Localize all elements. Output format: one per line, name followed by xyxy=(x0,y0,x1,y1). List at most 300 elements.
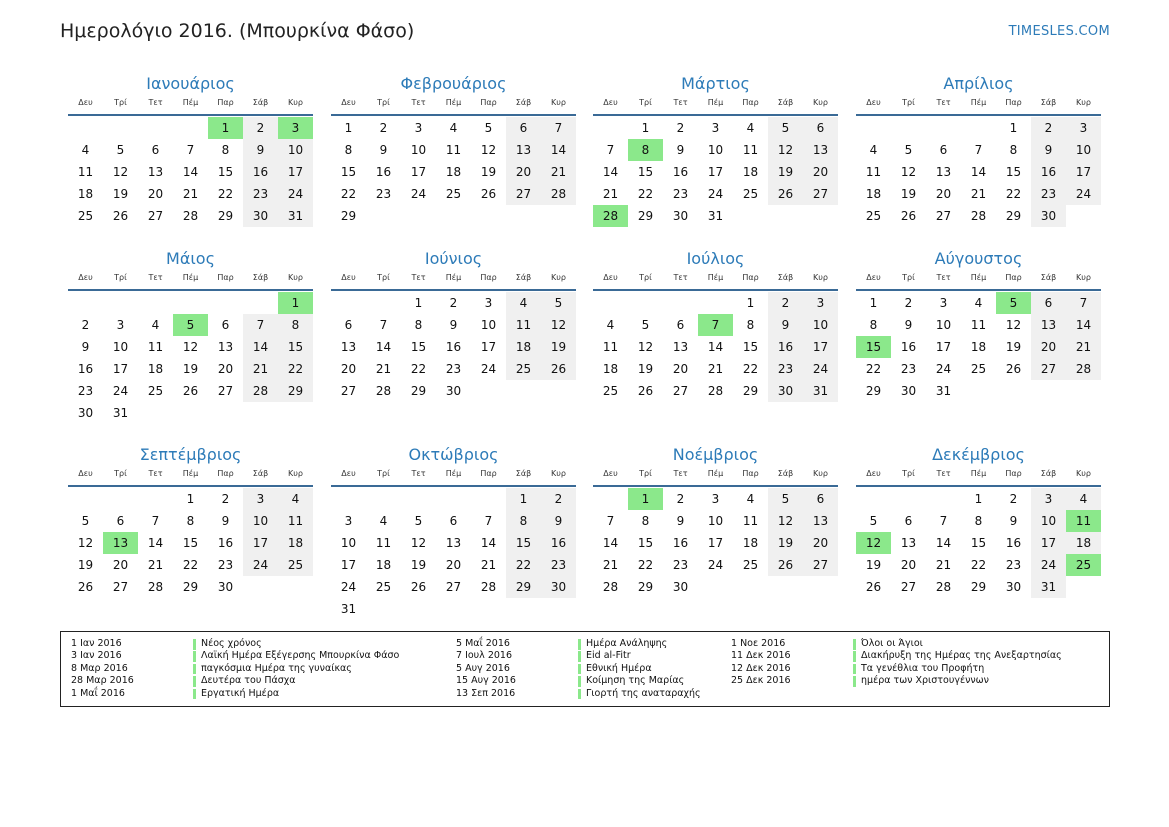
day-cell: 26 xyxy=(637,384,654,398)
empty-day-cell xyxy=(926,488,961,510)
day-cell: 3 xyxy=(1031,488,1066,510)
day-cell: 2 xyxy=(1031,117,1066,139)
day-cell: 20 xyxy=(506,161,541,183)
empty-day-cell xyxy=(471,598,506,620)
day-cell: 6 xyxy=(939,143,948,157)
day-cell: 22 xyxy=(865,362,882,376)
day-cell: 18 xyxy=(147,362,164,376)
empty-day-cell xyxy=(1066,380,1101,402)
empty-day-cell xyxy=(1066,576,1101,598)
week-row xyxy=(68,117,313,139)
weekday-label: Κυρ xyxy=(288,98,303,107)
week-row xyxy=(856,488,1101,510)
day-cell: 14 xyxy=(480,536,497,550)
day-cell: 6 xyxy=(116,514,125,528)
day-cell: 11 xyxy=(865,165,882,179)
week-row xyxy=(856,532,1101,554)
month-title: Φεβρουάριος xyxy=(400,74,507,93)
day-cell: 18 xyxy=(865,187,882,201)
empty-day-cell xyxy=(208,402,243,424)
day-cell: 30 xyxy=(900,384,917,398)
day-cell: 17 xyxy=(112,362,129,376)
day-cell: 5 xyxy=(484,121,493,135)
day-cell: 24 xyxy=(1031,554,1066,576)
empty-day-cell xyxy=(471,380,506,402)
day-cell: 14 xyxy=(602,165,619,179)
weekday-header xyxy=(68,271,313,285)
weekday-label: Κυρ xyxy=(1076,469,1091,478)
day-cell: 28 xyxy=(243,380,278,402)
day-cell: 18 xyxy=(375,558,392,572)
month-title: Απρίλιος xyxy=(943,74,1014,93)
legend-holiday-name: Δευτέρα του Πάσχα xyxy=(201,675,296,687)
week-row xyxy=(856,576,1101,598)
month-divider xyxy=(856,289,1101,291)
day-cell: 19 xyxy=(768,532,803,554)
holiday-color-marker xyxy=(193,651,196,662)
week-row xyxy=(593,205,838,227)
month-title: Δεκέμβριος xyxy=(932,445,1025,464)
day-cell: 18 xyxy=(1066,532,1101,554)
week-row xyxy=(68,161,313,183)
month-divider xyxy=(331,289,576,291)
day-cell: 11 xyxy=(77,165,94,179)
weekday-label: Δευ xyxy=(78,98,93,107)
day-cell: 6 xyxy=(676,318,685,332)
week-row xyxy=(68,314,313,336)
day-cell: 13 xyxy=(217,340,234,354)
day-cell: 14 xyxy=(970,165,987,179)
week-row xyxy=(856,510,1101,532)
day-cell: 16 xyxy=(375,165,392,179)
day-cell: 25 xyxy=(742,558,759,572)
empty-day-cell xyxy=(698,292,733,314)
month-title: Οκτώβριος xyxy=(408,445,499,464)
weekday-label: Τετ xyxy=(936,98,951,107)
day-cell: 20 xyxy=(340,362,357,376)
week-row xyxy=(856,292,1101,314)
day-cell: 17 xyxy=(707,165,724,179)
holiday-day-cell: 5 xyxy=(173,314,208,336)
weekday-label: Τρί xyxy=(902,469,915,478)
weekday-label: Πέμ xyxy=(707,98,724,107)
legend-date: 13 Σεπ 2016 xyxy=(456,687,516,699)
day-cell: 7 xyxy=(974,143,983,157)
day-cell: 20 xyxy=(445,558,462,572)
day-cell: 14 xyxy=(707,340,724,354)
empty-day-cell xyxy=(366,292,401,314)
empty-day-cell xyxy=(173,292,208,314)
month-block xyxy=(68,72,313,227)
empty-day-cell xyxy=(1066,205,1101,227)
day-cell: 29 xyxy=(506,576,541,598)
empty-day-cell xyxy=(803,576,838,598)
day-cell: 9 xyxy=(676,143,685,157)
day-cell: 18 xyxy=(742,536,759,550)
day-cell: 4 xyxy=(81,143,90,157)
weekday-label: Δευ xyxy=(603,469,618,478)
day-cell: 3 xyxy=(116,318,125,332)
week-row xyxy=(331,576,576,598)
day-cell: 13 xyxy=(1031,314,1066,336)
month-title: Νοέμβριος xyxy=(672,445,759,464)
day-cell: 10 xyxy=(803,314,838,336)
day-cell: 16 xyxy=(217,536,234,550)
day-cell: 25 xyxy=(278,554,313,576)
month-block xyxy=(68,247,313,424)
week-row xyxy=(331,488,576,510)
day-cell: 23 xyxy=(217,558,234,572)
day-cell: 2 xyxy=(768,292,803,314)
month-block xyxy=(593,247,838,402)
weekday-label: Τετ xyxy=(673,469,688,478)
weekday-label: Τρί xyxy=(639,273,652,282)
day-cell: 27 xyxy=(445,580,462,594)
day-cell: 2 xyxy=(904,296,913,310)
day-cell: 3 xyxy=(344,514,353,528)
empty-day-cell xyxy=(541,205,576,227)
day-cell: 13 xyxy=(803,139,838,161)
legend-date: 25 Δεκ 2016 xyxy=(731,675,791,687)
day-cell: 21 xyxy=(147,558,164,572)
day-cell: 21 xyxy=(182,187,199,201)
day-cell: 9 xyxy=(221,514,230,528)
month-block xyxy=(331,247,576,402)
weekday-label: Κυρ xyxy=(1076,98,1091,107)
day-cell: 24 xyxy=(112,384,129,398)
weekday-label: Κυρ xyxy=(551,273,566,282)
day-cell: 26 xyxy=(900,209,917,223)
day-cell: 31 xyxy=(707,209,724,223)
day-cell: 22 xyxy=(637,187,654,201)
month-divider xyxy=(593,289,838,291)
day-cell: 6 xyxy=(803,117,838,139)
holiday-color-marker xyxy=(193,676,196,687)
day-cell: 19 xyxy=(768,161,803,183)
weekday-label: Κυρ xyxy=(1076,273,1091,282)
empty-day-cell xyxy=(733,205,768,227)
empty-day-cell xyxy=(243,576,278,598)
empty-day-cell xyxy=(401,488,436,510)
day-cell: 13 xyxy=(803,510,838,532)
day-cell: 7 xyxy=(243,314,278,336)
day-cell: 6 xyxy=(904,514,913,528)
legend-date: 1 Μαΐ 2016 xyxy=(71,687,125,699)
day-cell: 18 xyxy=(278,532,313,554)
legend-holiday-name: Νέος χρόνος xyxy=(201,638,262,649)
day-cell: 18 xyxy=(506,336,541,358)
day-cell: 10 xyxy=(707,143,724,157)
day-cell: 30 xyxy=(672,209,689,223)
week-row xyxy=(68,532,313,554)
day-cell: 9 xyxy=(676,514,685,528)
week-row xyxy=(68,380,313,402)
day-cell: 16 xyxy=(672,536,689,550)
day-cell: 4 xyxy=(869,143,878,157)
weekday-label: Τρί xyxy=(639,98,652,107)
day-cell: 5 xyxy=(414,514,423,528)
day-cell: 4 xyxy=(606,318,615,332)
empty-day-cell xyxy=(436,488,471,510)
weekday-label: Παρ xyxy=(742,469,759,478)
day-cell: 20 xyxy=(1031,336,1066,358)
day-cell: 8 xyxy=(278,314,313,336)
day-cell: 22 xyxy=(970,558,987,572)
weekday-label: Παρ xyxy=(217,98,234,107)
weekday-label: Παρ xyxy=(742,98,759,107)
holiday-day-cell: 5 xyxy=(996,292,1031,314)
empty-day-cell xyxy=(506,205,541,227)
day-cell: 11 xyxy=(742,514,759,528)
week-row xyxy=(856,183,1101,205)
day-cell: 2 xyxy=(449,296,458,310)
week-row xyxy=(68,205,313,227)
month-block xyxy=(68,443,313,598)
day-cell: 4 xyxy=(746,492,755,506)
day-cell: 21 xyxy=(970,187,987,201)
weekday-label: Σάβ xyxy=(777,98,794,107)
empty-day-cell xyxy=(768,576,803,598)
day-cell: 29 xyxy=(865,384,882,398)
day-cell: 10 xyxy=(410,143,427,157)
empty-day-cell xyxy=(856,117,891,139)
day-cell: 25 xyxy=(445,187,462,201)
weekday-label: Σάβ xyxy=(777,469,794,478)
day-cell: 28 xyxy=(970,209,987,223)
weekday-header xyxy=(331,467,576,481)
weekday-label: Πέμ xyxy=(182,98,199,107)
day-cell: 20 xyxy=(147,187,164,201)
day-cell: 3 xyxy=(243,488,278,510)
day-cell: 24 xyxy=(803,358,838,380)
holiday-color-marker xyxy=(193,664,196,675)
day-cell: 6 xyxy=(449,514,458,528)
day-cell: 30 xyxy=(541,576,576,598)
day-cell: 14 xyxy=(935,536,952,550)
day-cell: 14 xyxy=(243,336,278,358)
month-divider xyxy=(331,114,576,116)
month-divider xyxy=(68,114,313,116)
day-cell: 27 xyxy=(935,209,952,223)
day-cell: 14 xyxy=(541,139,576,161)
week-row xyxy=(856,139,1101,161)
day-cell: 8 xyxy=(869,318,878,332)
empty-day-cell xyxy=(103,292,138,314)
legend-date: 12 Δεκ 2016 xyxy=(731,662,791,674)
legend-holiday-name: Εθνική Ημέρα xyxy=(586,662,652,674)
day-cell: 25 xyxy=(506,358,541,380)
empty-day-cell xyxy=(593,488,628,510)
day-cell: 4 xyxy=(974,296,983,310)
day-cell: 9 xyxy=(904,318,913,332)
day-cell: 14 xyxy=(1066,314,1101,336)
day-cell: 24 xyxy=(707,187,724,201)
weekday-header xyxy=(856,96,1101,110)
day-cell: 22 xyxy=(506,554,541,576)
day-cell: 15 xyxy=(637,536,654,550)
weekday-label: Τετ xyxy=(148,469,163,478)
weekday-label: Τρί xyxy=(639,469,652,478)
week-row xyxy=(856,336,1101,358)
weekday-label: Κυρ xyxy=(813,469,828,478)
day-cell: 22 xyxy=(340,187,357,201)
day-cell: 29 xyxy=(278,380,313,402)
day-cell: 2 xyxy=(1009,492,1018,506)
legend-date: 11 Δεκ 2016 xyxy=(731,650,791,662)
weekday-label: Σάβ xyxy=(515,98,532,107)
weekday-label: Πέμ xyxy=(970,98,987,107)
empty-day-cell xyxy=(506,380,541,402)
empty-day-cell xyxy=(541,380,576,402)
day-cell: 10 xyxy=(480,318,497,332)
day-cell: 2 xyxy=(221,492,230,506)
day-cell: 29 xyxy=(742,384,759,398)
weekday-label: Σάβ xyxy=(1040,98,1057,107)
day-cell: 12 xyxy=(541,314,576,336)
day-cell: 10 xyxy=(707,514,724,528)
week-row xyxy=(331,554,576,576)
day-cell: 5 xyxy=(869,514,878,528)
weekday-label: Παρ xyxy=(480,469,497,478)
holiday-day-cell: 1 xyxy=(628,488,663,510)
weekday-label: Τρί xyxy=(114,273,127,282)
day-cell: 11 xyxy=(445,143,462,157)
weekday-label: Τετ xyxy=(673,273,688,282)
day-cell: 15 xyxy=(340,165,357,179)
day-cell: 21 xyxy=(935,558,952,572)
legend-date: 1 Ιαν 2016 xyxy=(71,638,122,649)
weekday-label: Κυρ xyxy=(551,469,566,478)
weekday-label: Παρ xyxy=(1005,273,1022,282)
legend-holiday-name: ημέρα των Χριστουγέννων xyxy=(861,675,989,687)
week-row xyxy=(856,554,1101,576)
day-cell: 26 xyxy=(865,580,882,594)
brand-link[interactable]: TIMESLES.COM xyxy=(1008,24,1110,39)
day-cell: 3 xyxy=(711,121,720,135)
day-cell: 13 xyxy=(900,536,917,550)
holiday-color-marker xyxy=(578,689,581,700)
day-cell: 16 xyxy=(445,340,462,354)
weekday-label: Κυρ xyxy=(813,98,828,107)
week-row xyxy=(68,510,313,532)
day-cell: 2 xyxy=(243,117,278,139)
weekday-header xyxy=(68,467,313,481)
day-cell: 19 xyxy=(182,362,199,376)
day-cell: 28 xyxy=(602,580,619,594)
day-cell: 23 xyxy=(77,384,94,398)
day-cell: 28 xyxy=(935,580,952,594)
weekday-label: Τρί xyxy=(902,273,915,282)
weekday-label: Σάβ xyxy=(252,469,269,478)
day-cell: 2 xyxy=(81,318,90,332)
day-cell: 30 xyxy=(217,580,234,594)
day-cell: 23 xyxy=(672,187,689,201)
day-cell: 17 xyxy=(340,558,357,572)
day-cell: 11 xyxy=(375,536,392,550)
weekday-label: Σάβ xyxy=(515,469,532,478)
empty-day-cell xyxy=(366,488,401,510)
weekday-label: Πέμ xyxy=(445,273,462,282)
month-title: Σεπτέμβριος xyxy=(139,445,242,464)
day-cell: 27 xyxy=(506,183,541,205)
day-cell: 5 xyxy=(768,488,803,510)
legend-date: 1 Νοε 2016 xyxy=(731,638,786,649)
day-cell: 21 xyxy=(243,358,278,380)
day-cell: 20 xyxy=(900,558,917,572)
day-cell: 6 xyxy=(344,318,353,332)
week-row xyxy=(68,183,313,205)
weekday-label: Κυρ xyxy=(551,98,566,107)
day-cell: 7 xyxy=(379,318,388,332)
weekday-label: Τρί xyxy=(377,273,390,282)
day-cell: 8 xyxy=(221,143,230,157)
legend-holiday-name: Eid al-Fitr xyxy=(586,650,631,662)
day-cell: 4 xyxy=(151,318,160,332)
legend-holiday-name: παγκόσμια Ημέρα της γυναίκας xyxy=(201,662,352,674)
week-row xyxy=(331,161,576,183)
legend-holiday-name: Τα γενέθλια του Προφήτη xyxy=(861,662,985,674)
day-cell: 2 xyxy=(676,492,685,506)
day-cell: 2 xyxy=(541,488,576,510)
empty-day-cell xyxy=(278,576,313,598)
empty-day-cell xyxy=(103,117,138,139)
day-cell: 24 xyxy=(410,187,427,201)
day-cell: 8 xyxy=(506,510,541,532)
day-cell: 7 xyxy=(939,514,948,528)
day-cell: 28 xyxy=(707,384,724,398)
day-cell: 22 xyxy=(1005,187,1022,201)
day-cell: 30 xyxy=(243,205,278,227)
week-row xyxy=(68,554,313,576)
week-row xyxy=(856,161,1101,183)
holiday-color-marker xyxy=(578,664,581,675)
day-cell: 21 xyxy=(602,558,619,572)
day-cell: 15 xyxy=(410,340,427,354)
legend-date: 5 Μαΐ 2016 xyxy=(456,638,510,649)
day-cell: 17 xyxy=(278,161,313,183)
day-cell: 7 xyxy=(606,143,615,157)
day-cell: 13 xyxy=(935,165,952,179)
empty-day-cell xyxy=(331,292,366,314)
day-cell: 31 xyxy=(935,384,952,398)
day-cell: 25 xyxy=(77,209,94,223)
day-cell: 21 xyxy=(707,362,724,376)
day-cell: 29 xyxy=(340,209,357,223)
day-cell: 30 xyxy=(1031,205,1066,227)
day-cell: 4 xyxy=(379,514,388,528)
weekday-label: Δευ xyxy=(78,469,93,478)
day-cell: 20 xyxy=(217,362,234,376)
day-cell: 19 xyxy=(112,187,129,201)
empty-day-cell xyxy=(961,117,996,139)
day-cell: 5 xyxy=(81,514,90,528)
day-cell: 24 xyxy=(935,362,952,376)
day-cell: 3 xyxy=(414,121,423,135)
week-row xyxy=(331,358,576,380)
day-cell: 26 xyxy=(480,187,497,201)
weekday-label: Πέμ xyxy=(182,469,199,478)
day-cell: 6 xyxy=(1031,292,1066,314)
day-cell: 3 xyxy=(939,296,948,310)
day-cell: 8 xyxy=(186,514,195,528)
week-row xyxy=(331,598,576,620)
day-cell: 12 xyxy=(768,139,803,161)
weekday-label: Τρί xyxy=(377,98,390,107)
weekday-label: Σάβ xyxy=(1040,469,1057,478)
weekday-label: Τρί xyxy=(377,469,390,478)
empty-day-cell xyxy=(891,117,926,139)
week-row xyxy=(593,358,838,380)
